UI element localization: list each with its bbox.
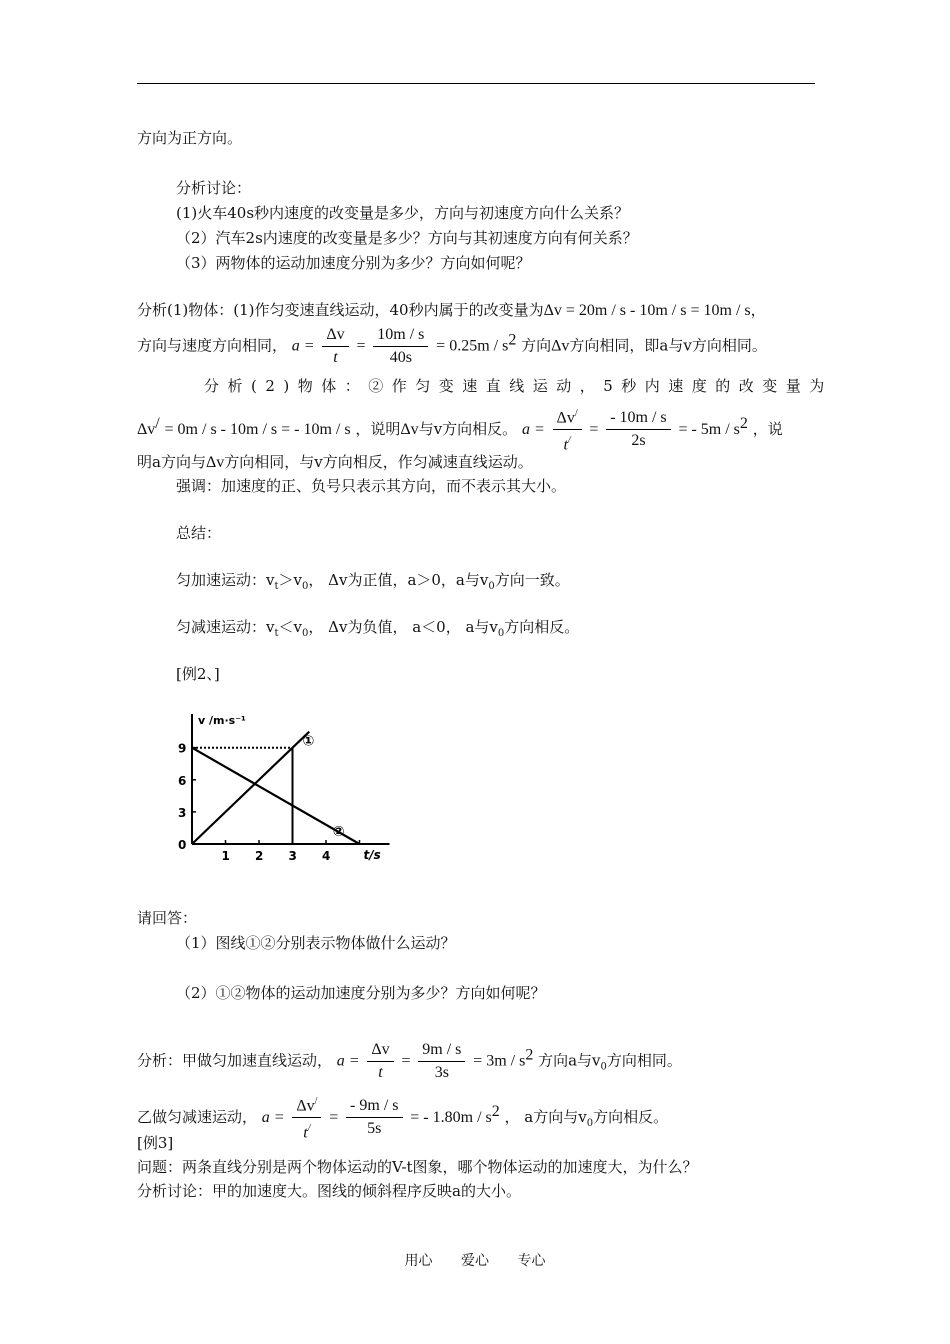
footer-item: 专心 (517, 1253, 546, 1269)
x-tick-label: 2 (255, 849, 264, 863)
footer-item: 爱心 (461, 1253, 489, 1269)
text-line: 强调：加速度的正、负号只表示其方向，而不表示其大小。 (176, 477, 567, 495)
text-line: 分析讨论： (176, 179, 252, 197)
series-label-2: ② (332, 824, 345, 841)
text-line: （2）汽车2s内速度的改变量是多少？方向与其初速度方向有何关系？ (176, 229, 638, 247)
formula-line-2: Δv/ = 0m / s - 10m / s = - 10m / s ，说明Δv与v方向相反。 a = $\frac{\Delta v^/}{t^/}$ = $\frac{- 10m / s}{2s}$ = - $5m / s^2$ ，说 (137, 404, 783, 456)
header-rule (137, 83, 815, 84)
x-tick-label: 3 (288, 849, 297, 863)
x-tick-label: 1 (221, 849, 230, 863)
vt-chart (172, 702, 392, 882)
text-line: 总结： (176, 524, 222, 542)
text-line: 分析(2)物体：②作匀变速直线运动，5秒内速度的改变量为 (204, 377, 833, 395)
y-tick-label: 9 (178, 741, 187, 756)
text-line: 问题：两条直线分别是两个物体运动的V-t图象，哪个物体运动的加速度大，为什么？ (137, 1158, 698, 1176)
text-line: 请回答： (137, 909, 198, 927)
text-line: (1)火车40s秒内速度的改变量是多少，方向与初速度方向什么关系？ (176, 204, 630, 222)
x-axis-label: t/s (363, 848, 381, 862)
text-line: 明a方向与Δv方向相同，与v方向相反，作匀减速直线运动。 (137, 453, 533, 471)
x-tick-label: 4 (322, 849, 331, 863)
text-line: （3）两物体的运动加速度分别为多少？方向如何呢？ (176, 254, 531, 272)
answer-line-1: 分析：甲做匀加速直线运动， a = $\frac{\Delta v}{t}$ = $\frac{9m / s}{3s}$ = $3m / s^2$ 方向a与$v_0$方向相同。 (137, 1041, 682, 1081)
analysis-line-1: 分析(1)物体：(1)作匀变速直线运动，40秒内属于的改变量为Δv = 20m / s - 10m / s = 10m / s， (137, 301, 766, 319)
summary-accel: 匀加速运动：$v_t>v_0$， Δv为正值，a＞0，a与$v_0$方向一致。 (176, 571, 570, 592)
answer-line-2: 乙做匀减速运动， a = $\frac{\Delta v^/}{t^/}$ = $\frac{- 9m / s}{5s}$ = - $1.80m / s^2$ ， a方向与$v_0$方向相反。 (137, 1092, 668, 1144)
y-axis-label: v /m·s⁻¹ (198, 714, 246, 727)
summary-decel: 匀减速运动：$v_t<v_0$， Δv为负值， a＜0， a与$v_0$方向相反。 (176, 618, 580, 639)
footer-item: 用心 (404, 1253, 433, 1269)
y-tick-label: 3 (178, 805, 187, 820)
text-line: [例3] (137, 1134, 174, 1152)
text-line: （1）图线①②分别表示物体做什么运动？ (176, 934, 456, 952)
formula-line-1: 方向与速度方向相同， a = $\frac{\Delta v}{t}$ = $\frac{10m / s}{40s}$ = $0.25m / s^2$ 方向Δv方向相同，即a与v方向相同。 (137, 326, 767, 366)
text-line: 方向为正方向。 (137, 129, 243, 147)
text-line: （2）①②物体的运动加速度分别为多少？方向如何呢？ (176, 984, 546, 1002)
y-tick-label: 0 (178, 838, 187, 852)
series-label-1: ① (302, 733, 315, 750)
text-line: [例2、] (176, 665, 220, 683)
y-tick-label: 6 (178, 773, 187, 788)
page-footer (0, 1250, 950, 1270)
text-line: 分析讨论：甲的加速度大。图线的倾斜程序反映a的大小。 (137, 1182, 521, 1200)
